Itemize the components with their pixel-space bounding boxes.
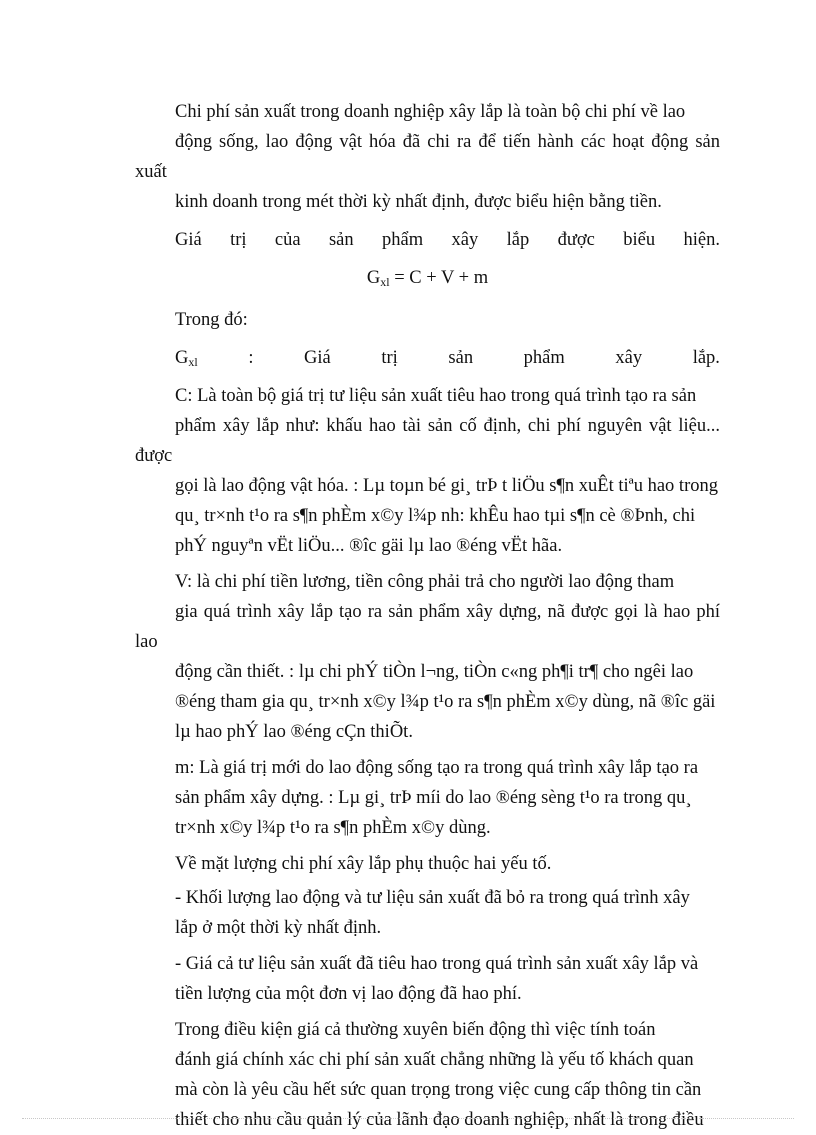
word: lắp.: [692, 348, 720, 368]
text-line: thiết cho nhu cầu quản lý của lãnh đạo doanh nghiệp, nhất là trong điều: [175, 1110, 704, 1130]
text-line: sản phẩm xây dựng. : Lµ gi¸ trÞ míi do lao ®éng sèng t¹o ra trong qu¸: [175, 788, 692, 808]
word: phẩm: [523, 348, 565, 368]
text-line: động sống, lao động vật hóa đã chi ra để tiến hành các hoạt động sản xuất: [135, 132, 720, 182]
gxl-letter: G: [175, 348, 189, 368]
word: :: [248, 348, 254, 368]
text-line: Chi phí sản xuất trong doanh nghiệp xây lắp là toàn bộ chi phí về lao: [175, 102, 686, 122]
word: sản: [448, 348, 474, 368]
paragraph-price-volatility: [135, 1015, 720, 1135]
bullet-labor-volume: [135, 883, 720, 943]
formula-subscript: xl: [380, 275, 390, 289]
text-line: lµ hao phÝ lao ®éng cÇn thiÕt.: [175, 722, 413, 742]
text-line: phÝ nguyªn vËt liÖu... ®îc gäi lµ lao ®éng vËt hãa.: [175, 536, 563, 556]
document-page: [135, 97, 720, 1135]
product-value-line: [135, 225, 720, 255]
text-line: Về mặt lượng chi phí xây lắp phụ thuộc hai yếu tố.: [175, 854, 552, 874]
formula-symbol: G: [366, 268, 381, 288]
word: xây: [615, 348, 643, 368]
paragraph-quantity-factors: [135, 849, 720, 879]
gxl-subscript: xl: [188, 355, 198, 369]
text-line: V: là chi phí tiền lương, tiền công phải trả cho người lao động tham: [175, 572, 675, 592]
word: hiện.: [683, 230, 720, 250]
word: được: [557, 230, 595, 250]
text-line: tr×nh x©y l¾p t¹o ra s¶n phÈm x©y dùng.: [175, 818, 491, 838]
text-line: tiền lượng của một đơn vị lao động đã hao phí.: [175, 984, 522, 1004]
word: Giá: [304, 348, 331, 368]
word: phẩm: [382, 230, 424, 250]
gxl-symbol: [175, 343, 198, 377]
text-line: lắp ở một thời kỳ nhất định.: [175, 918, 382, 938]
value-formula: [135, 263, 720, 297]
paragraph-c-definition: [135, 381, 720, 561]
text-line: động cần thiết. : lµ chi phÝ tiÒn l¬ng, tiÒn c«ng ph¶i tr¶ cho ngêi lao: [175, 662, 694, 682]
where-label: [135, 305, 720, 335]
text-line: mà còn là yêu cầu hết sức quan trọng trong việc cung cấp thông tin cần: [175, 1080, 702, 1100]
word: Giá: [175, 230, 202, 250]
bullet-input-prices: [135, 949, 720, 1009]
text-line: kinh doanh trong mét thời kỳ nhất định, được biểu hiện bằng tiền.: [175, 192, 662, 212]
word: biểu: [623, 230, 656, 250]
paragraph-cost-definition: [135, 97, 720, 217]
text-line: đánh giá chính xác chi phí sản xuất chẳng những là yếu tố khách quan: [175, 1050, 694, 1070]
word: sản: [328, 230, 354, 250]
word: lắp: [506, 230, 530, 250]
formula-expression: = C + V + m: [389, 268, 489, 288]
word: của: [274, 230, 301, 250]
text-line: qu¸ tr×nh t¹o ra s¶n phÈm x©y l¾p nh: khÊu hao tµi s¶n cè ®Þnh, chi: [175, 506, 696, 526]
text-line: Trong điều kiện giá cả thường xuyên biến động thì việc tính toán: [175, 1020, 656, 1040]
text-line: ®éng tham gia qu¸ tr×nh x©y l¾p t¹o ra s¶n phÈm x©y dùng, nã ®îc gäi: [175, 692, 716, 712]
paragraph-m-definition: [135, 753, 720, 843]
text-line: gia quá trình xây lắp tạo ra sản phẩm xây dựng, nã được gọi là hao phí lao: [135, 602, 720, 652]
text-line: - Giá cả tư liệu sản xuất đã tiêu hao trong quá trình sản xuất xây lắp và: [175, 954, 699, 974]
word: xây: [451, 230, 479, 250]
word: trị: [230, 230, 247, 250]
text-line: Trong đó:: [175, 310, 248, 330]
page-bottom-divider: [22, 1118, 794, 1119]
text-line: gọi là lao động vật hóa. : Lµ toµn bé gi¸ trÞ t liÖu s¶n xuÊt tiªu hao trong: [175, 476, 718, 496]
gxl-definition-line: [135, 343, 720, 377]
text-line: C: Là toàn bộ giá trị tư liệu sản xuất tiêu hao trong quá trình tạo ra sản: [175, 386, 697, 406]
word: trị: [381, 348, 398, 368]
text-line: - Khối lượng lao động và tư liệu sản xuất đã bỏ ra trong quá trình xây: [175, 888, 690, 908]
text-line: phẩm xây lắp như: khấu hao tài sản cố định, chi phí nguyên vật liệu... được: [135, 416, 720, 466]
paragraph-v-definition: [135, 567, 720, 747]
text-line: m: Là giá trị mới do lao động sống tạo ra trong quá trình xây lắp tạo ra: [175, 758, 699, 778]
